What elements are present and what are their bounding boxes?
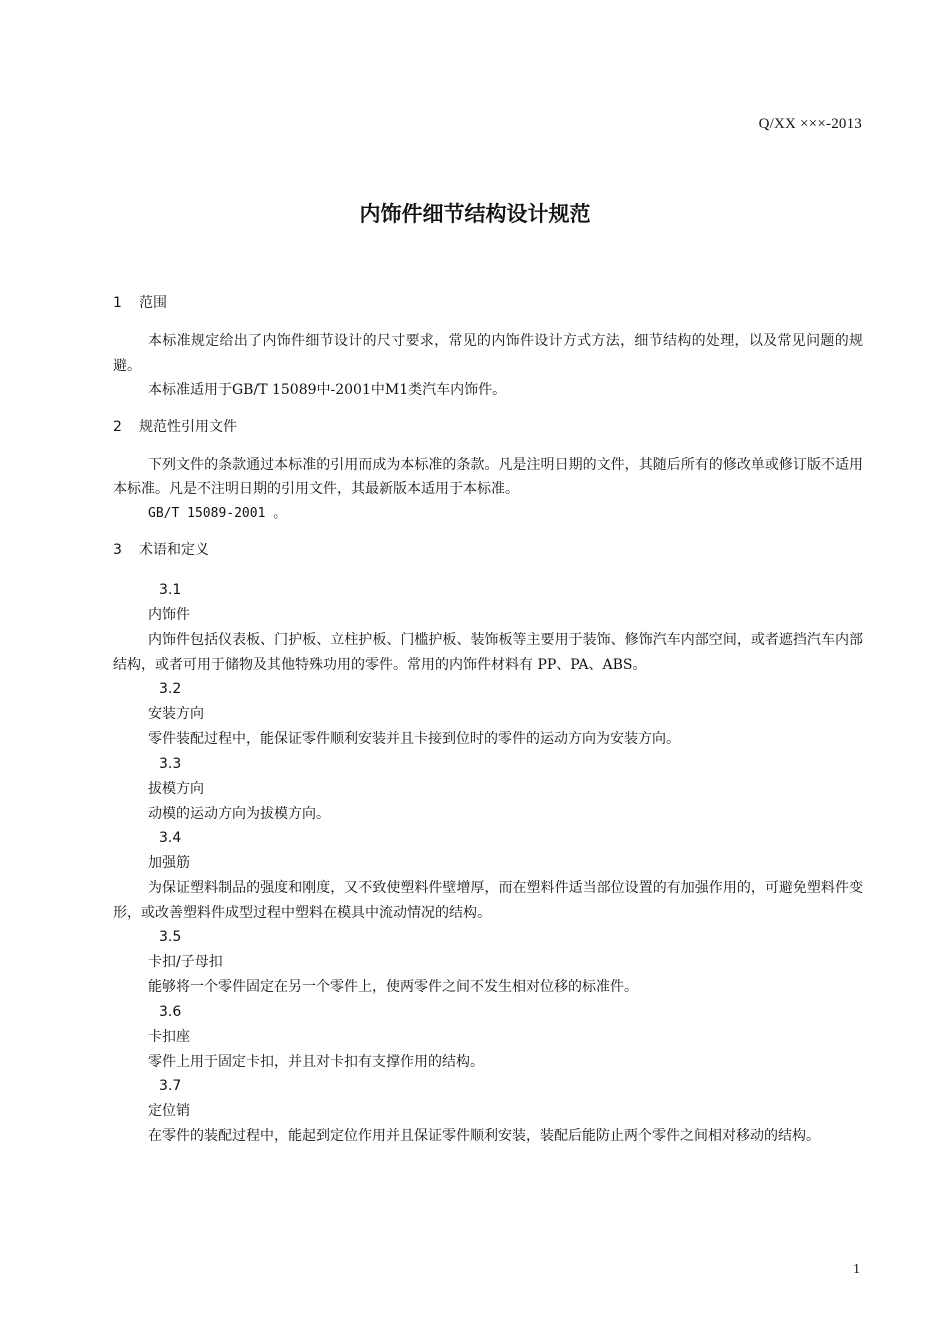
term-definition: 内饰件包括仪表板、门护板、立柱护板、门槛护板、装饰板等主要用于装饰、修饰汽车内部空间，或者遮挡汽车内部结构，或者可用于储物及其他特殊功用的零件。常用的内饰件材料有 PP、PA、ABS。 [113, 632, 863, 673]
section-title: 术语和定义 [139, 542, 209, 558]
term-name: 定位销 [148, 1103, 190, 1119]
section-title: 范围 [139, 295, 167, 311]
section-title: 规范性引用文件 [139, 418, 237, 435]
term-name: 内饰件 [148, 607, 190, 623]
term-number: 3.4 [159, 830, 182, 846]
section-number: 1 [113, 295, 122, 311]
page-number: 1 [853, 1262, 860, 1277]
term-number: 3.7 [159, 1078, 182, 1094]
reference-item: GB/T 15089-2001 。 [148, 505, 287, 521]
term-number: 3.1 [159, 582, 182, 598]
document-code: Q/XX ×××-2013 [758, 116, 862, 132]
references-paragraph: 下列文件的条款通过本标准的引用而成为本标准的条款。凡是注明日期的文件，其随后所有的修改单或修订版不适用本标准。凡是不注明日期的引用文件，其最新版本适用于本标准。 [113, 456, 863, 497]
term-name: 卡扣/子母扣 [148, 954, 223, 970]
term-definition: 在零件的装配过程中，能起到定位作用并且保证零件顺利安装，装配后能防止两个零件之间相对移动的结构。 [148, 1128, 820, 1144]
term-name: 安装方向 [148, 706, 204, 722]
term-definition: 零件装配过程中，能保证零件顺利安装并且卡接到位时的零件的运动方向为安装方向。 [148, 731, 680, 747]
term-name: 加强筋 [148, 855, 190, 871]
section-heading-terms-definitions [113, 539, 863, 561]
term-name: 拔模方向 [148, 780, 204, 797]
document-body [113, 292, 863, 1149]
section-heading-scope [113, 292, 863, 314]
term-number: 3.2 [159, 681, 182, 697]
term-definition: 能够将一个零件固定在另一个零件上，使两零件之间不发生相对位移的标准件。 [148, 979, 638, 995]
section-number: 2 [113, 418, 122, 435]
section-heading-normative-references [113, 416, 863, 438]
term-definition: 动模的运动方向为拔模方向。 [148, 805, 330, 822]
term-definition: 零件上用于固定卡扣，并且对卡扣有支撑作用的结构。 [148, 1053, 484, 1070]
term-number: 3.3 [159, 755, 182, 772]
document-title: 内饰件细节结构设计规范 [359, 202, 591, 226]
term-number: 3.5 [159, 929, 182, 945]
scope-paragraph-1: 本标准规定给出了内饰件细节设计的尺寸要求，常见的内饰件设计方式方法，细节结构的处理，以及常见问题的规避。 [113, 333, 863, 374]
term-name: 卡扣座 [148, 1028, 190, 1045]
section-number: 3 [113, 542, 122, 558]
scope-paragraph-2: 本标准适用于GB/T 15089中-2001中M1类汽车内饰件。 [148, 382, 507, 398]
term-definition: 为保证塑料制品的强度和刚度，又不致使塑料件壁增厚，而在塑料件适当部位设置的有加强作用的，可避免塑料件变形，或改善塑料件成型过程中塑料在模具中流动情况的结构。 [113, 880, 863, 921]
term-number: 3.6 [159, 1003, 182, 1020]
